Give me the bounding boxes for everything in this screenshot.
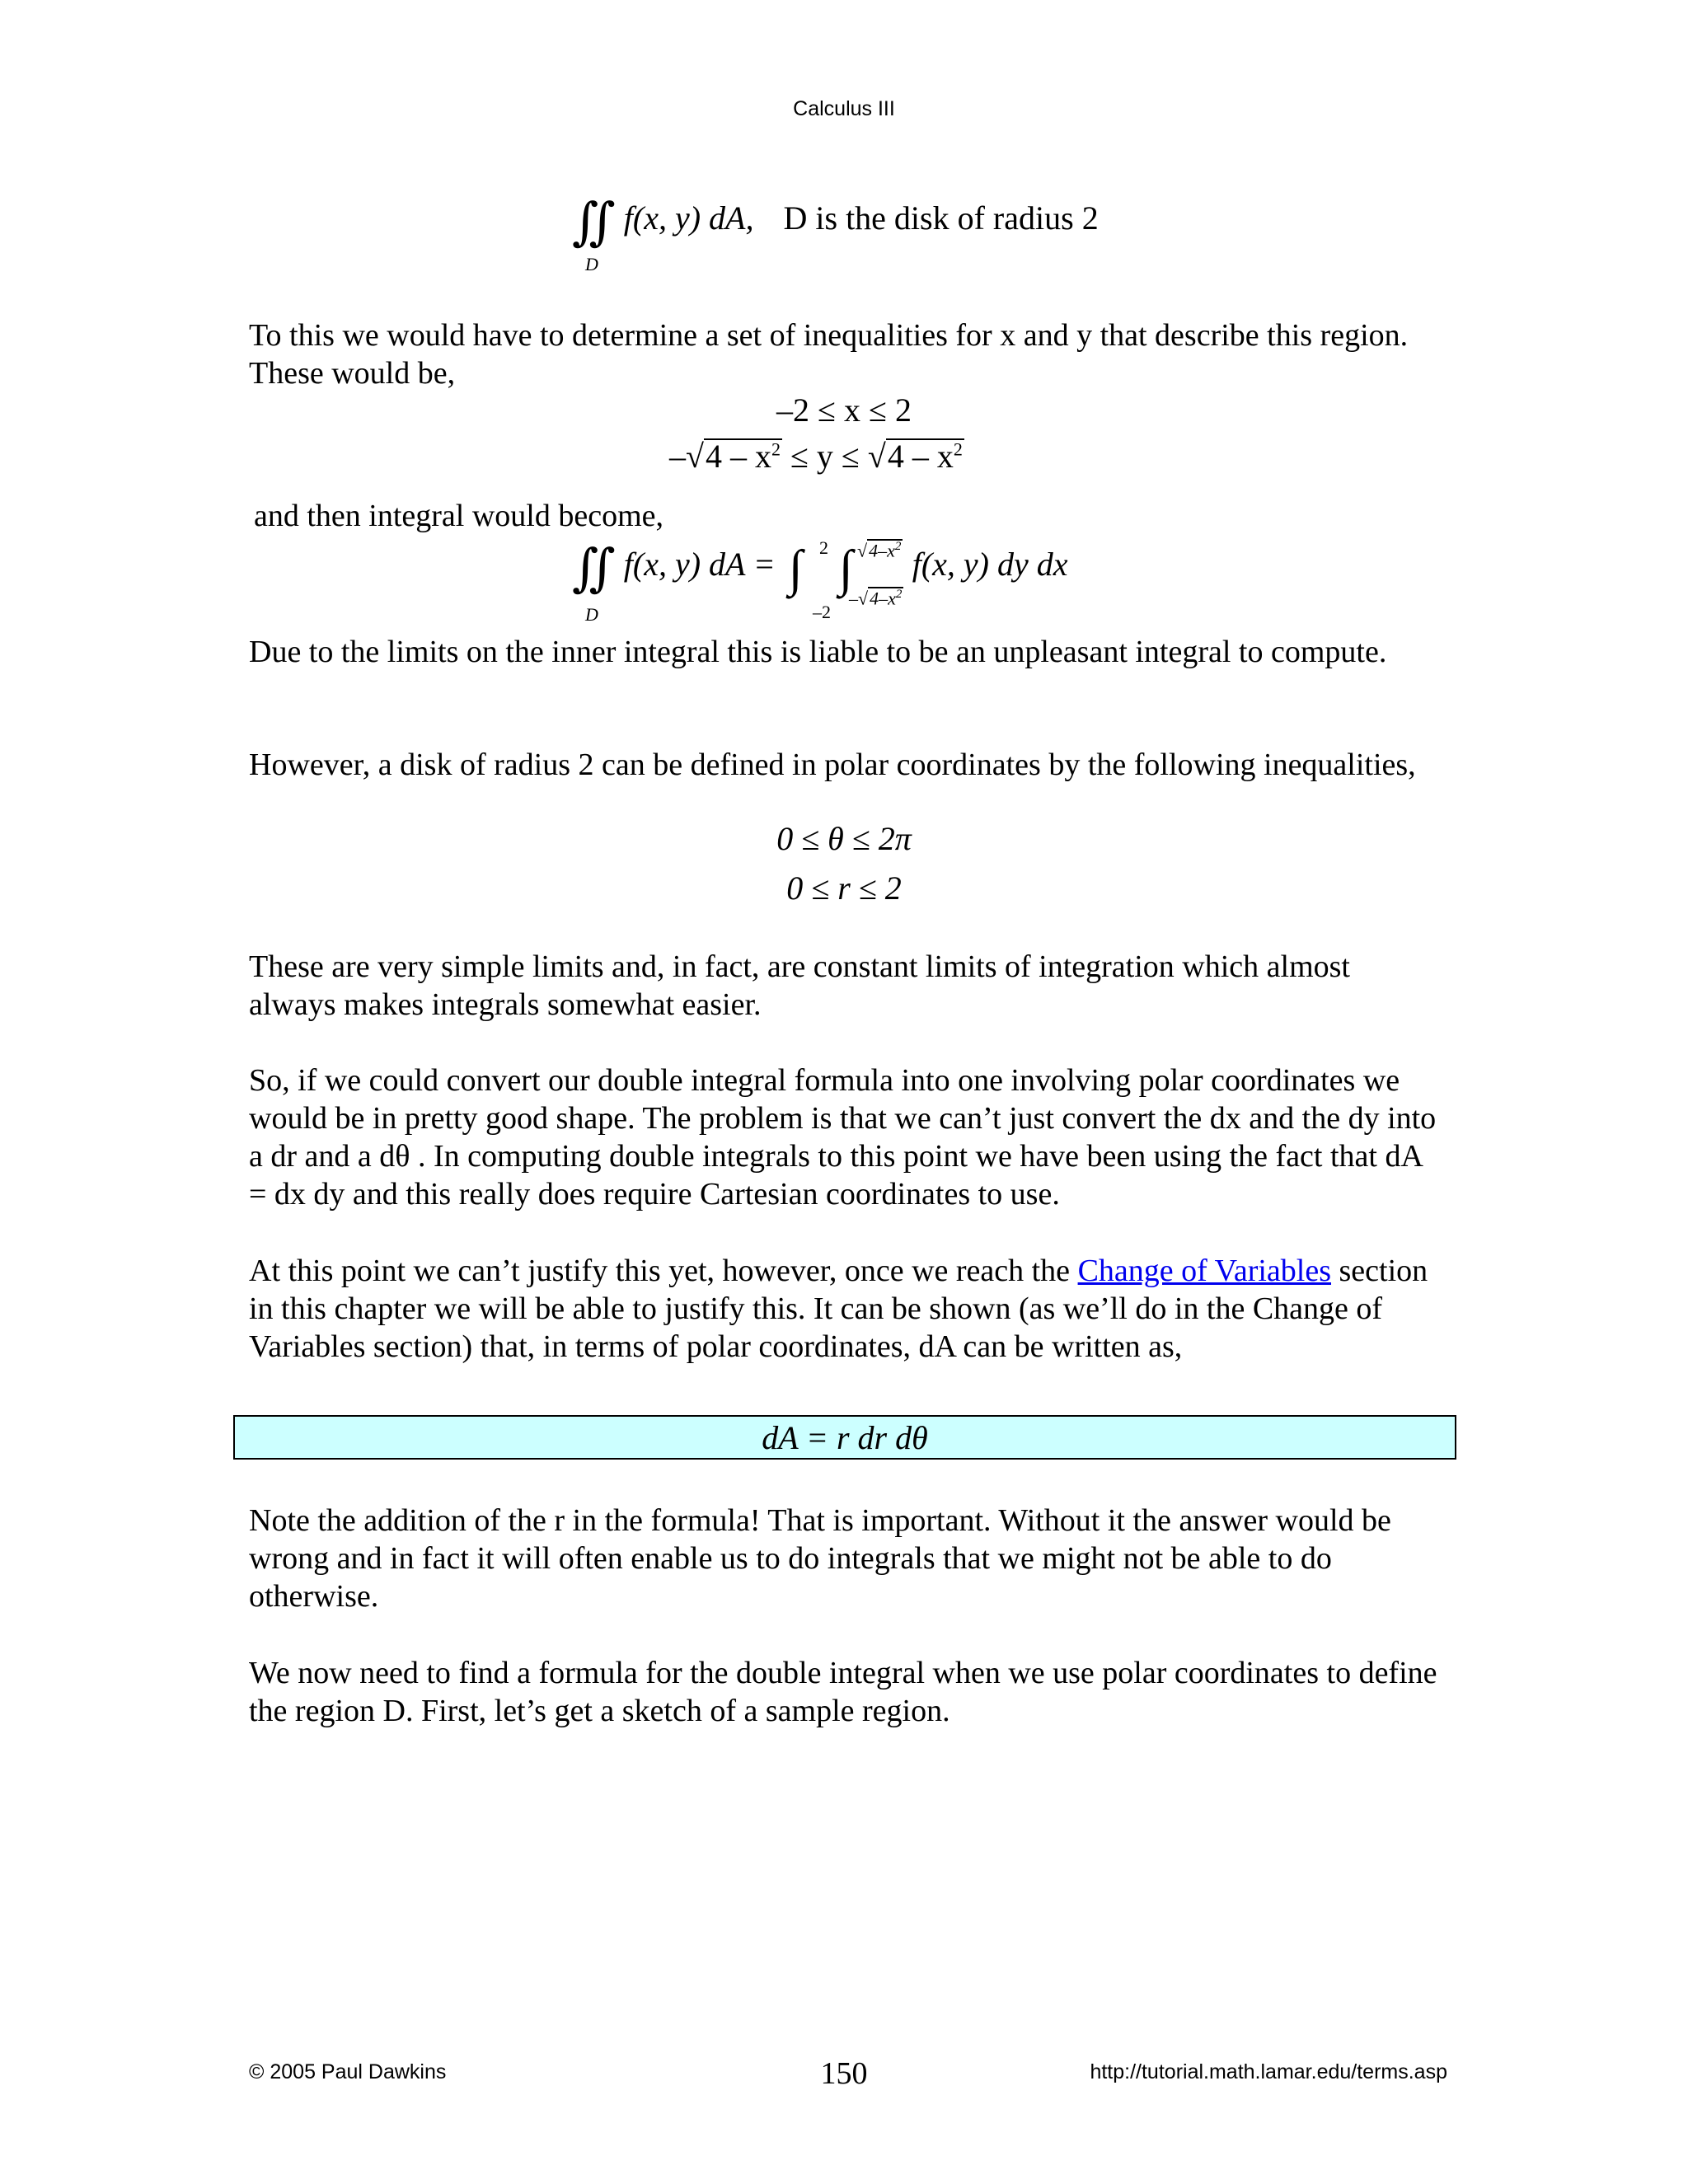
y-inequality-radicand-left: $4 - x^2$ xyxy=(705,438,781,475)
change-of-variables-link[interactable]: Change of Variables xyxy=(1077,1254,1331,1288)
outer-integral-symbol: ∫ xyxy=(788,541,803,597)
iterated-lhs: f(x, y) dA = xyxy=(623,546,776,583)
paragraph-integral-becomes: and then integral would become, xyxy=(254,499,664,533)
paragraph-inequalities-intro: To this we would have to determine a set of inequalities for x and y that describe this region. These would be, xyxy=(249,318,1409,391)
paragraph-simple-limits: These are very simple limits and, in fact, are constant limits of integration which almost always makes integrals somewhat easier. xyxy=(249,949,1350,1022)
top-formula xyxy=(572,191,1099,252)
footer-copyright: © 2005 Paul Dawkins xyxy=(249,2060,447,2083)
top-formula-integrand: f(x, y) dA, xyxy=(623,199,754,237)
outer-lower-limit: –2 xyxy=(813,602,831,622)
inner-integral-symbol: ∫ xyxy=(838,541,853,597)
page-number: 150 xyxy=(820,2056,868,2091)
paragraph-sketch: We now need to find a formula for the double integral when we use polar coordinates to define the region D. First, let’s get a sketch of a sample region. xyxy=(249,1656,1437,1728)
inner-upper-limit: $√4-x^2$ xyxy=(857,540,902,561)
boxed-formula xyxy=(233,1415,1456,1460)
y-inequality-middle: ≤ y ≤ xyxy=(781,438,868,475)
paragraph-change-of-variables xyxy=(249,1252,1444,1366)
r-inequality: 0 ≤ r ≤ 2 xyxy=(786,869,902,907)
iterated-subscript-d: D xyxy=(585,604,598,625)
paragraph-cov-text-a: At this point we can’t justify this yet, however, once we reach the xyxy=(249,1254,1078,1288)
top-formula-region: D is the disk of radius 2 xyxy=(783,199,1099,237)
top-formula-subscript: D xyxy=(585,254,598,274)
iterated-integrand: f(x, y) dy dx xyxy=(912,546,1068,583)
paragraph-unpleasant: Due to the limits on the inner integral this is liable to be an unpleasant integral to compute. xyxy=(249,635,1387,669)
inner-lower-limit: $-√4-x^2$ xyxy=(849,588,903,609)
paragraph-convert: So, if we could convert our double integral formula into one involving polar coordinates we would be in pretty good shape. The problem is that we can’t just convert the dx and the dy into a dr and a dθ . In computing double integrals to this point we have been using the fact that dA = dx dy and this really does require Cartesian coordinates to use. xyxy=(249,1063,1437,1212)
boxed-formula-text: dA = r dr dθ xyxy=(762,1419,928,1456)
outer-upper-limit: 2 xyxy=(819,537,828,558)
x-inequality: –2 ≤ x ≤ 2 xyxy=(776,391,912,429)
double-integral-symbol: ∬ xyxy=(572,194,616,251)
paragraph-cov-text-b: section in this chapter we will be able to justify this. It can be shown (as we’ll do in the Change of Variables section) that, in terms of polar coordinates, dA can be written as, xyxy=(249,1254,1428,1364)
paragraph-polar-disk: However, a disk of radius 2 can be defined in polar coordinates by the following inequalities, xyxy=(249,748,1416,782)
paragraph-note-r: Note the addition of the r in the formula! That is important. Without it the answer would be wrong and in fact it will often enable us to do integrals that we might not be able to do otherwise. xyxy=(249,1503,1391,1614)
double-integral-symbol-2: ∬ xyxy=(572,541,616,597)
y-inequality-neg: – xyxy=(669,438,686,475)
footer-url[interactable]: http://tutorial.math.lamar.edu/terms.asp xyxy=(1090,2060,1447,2083)
y-inequality-radicand-right: $4 - x^2$ xyxy=(887,438,963,475)
page-header: Calculus III xyxy=(793,97,895,120)
y-inequality: $-√4 - x^2 \le y \le √4 - x^2$ xyxy=(669,438,963,475)
theta-inequality: 0 ≤ θ ≤ 2π xyxy=(776,820,912,857)
